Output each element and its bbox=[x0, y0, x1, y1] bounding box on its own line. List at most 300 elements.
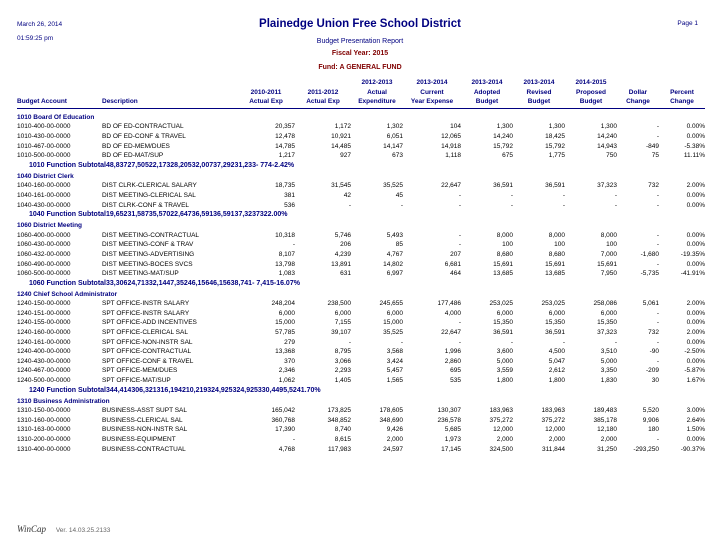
subtotal-amount: 330,449 bbox=[257, 386, 284, 394]
amount-cell: 24,597 bbox=[383, 445, 403, 453]
amount-cell: 253,025 bbox=[489, 300, 513, 308]
table-row bbox=[17, 435, 705, 445]
subtotal-amount: 37,292 bbox=[213, 161, 235, 169]
amount-cell: 3,350 bbox=[600, 367, 617, 375]
amount-cell: 17,390 bbox=[275, 426, 295, 434]
amount-cell: 8,615 bbox=[334, 436, 351, 443]
subtotal-amount: 46,156 bbox=[187, 279, 210, 287]
amount-cell: 0.00% bbox=[686, 260, 705, 268]
amount-cell: 0.00% bbox=[686, 319, 705, 327]
column-header-row bbox=[17, 97, 705, 108]
subtotal-row bbox=[17, 386, 720, 396]
table-row bbox=[17, 191, 705, 201]
account-cell: 1310-400-00-0000 bbox=[17, 445, 71, 453]
description-cell: DIST CLRK-CLERICAL SALARY bbox=[102, 182, 197, 190]
amount-cell: 13,685 bbox=[545, 270, 565, 278]
description-cell: DIST CLRK-CONF & TRAVEL bbox=[102, 201, 190, 209]
amount-cell: - bbox=[458, 191, 461, 199]
amount-cell: - bbox=[562, 191, 565, 199]
amount-cell: 0.00% bbox=[686, 338, 705, 346]
amount-cell: 6,000 bbox=[496, 309, 513, 317]
subtotal-amount: 344,414 bbox=[106, 386, 132, 394]
amount-cell: 1,172 bbox=[334, 123, 351, 131]
amount-cell: 15,350 bbox=[545, 319, 565, 327]
amount-cell: 2,612 bbox=[548, 367, 565, 375]
amount-cell: - bbox=[510, 191, 513, 199]
amount-cell: - bbox=[614, 201, 617, 209]
subtotal-amount: 32,007 bbox=[191, 161, 214, 169]
amount-cell: 15,691 bbox=[493, 260, 513, 268]
description-cell: BUSINESS-CLERICAL SAL bbox=[102, 416, 183, 424]
subtotal-amount: 31,233 bbox=[234, 161, 256, 169]
amount-cell: 1,118 bbox=[445, 152, 461, 160]
amount-cell: - bbox=[656, 338, 659, 346]
description-cell: DIST MEETING-MAT/SUP bbox=[102, 270, 179, 278]
amount-cell: 39,107 bbox=[331, 329, 351, 337]
subtotal-amount: 324,925 bbox=[232, 386, 258, 394]
amount-cell: 6,051 bbox=[386, 132, 403, 140]
amount-cell: 4,239 bbox=[334, 250, 351, 258]
amount-cell: 1,565 bbox=[386, 377, 403, 385]
amount-cell: - bbox=[348, 201, 351, 209]
amount-cell: 31,250 bbox=[597, 445, 617, 453]
amount-cell: 732 bbox=[648, 182, 659, 190]
amount-cell: 14,485 bbox=[331, 142, 351, 150]
amount-cell: 1,217 bbox=[278, 152, 295, 160]
amount-cell: 2,860 bbox=[444, 357, 461, 365]
amount-cell: 3,424 bbox=[386, 357, 403, 365]
amount-cell: 381 bbox=[284, 191, 295, 199]
amount-cell: 536 bbox=[284, 201, 295, 209]
column-header bbox=[102, 88, 237, 98]
amount-cell: 9,906 bbox=[642, 416, 659, 424]
amount-cell: 464 bbox=[450, 270, 461, 278]
amount-cell: 15,000 bbox=[383, 319, 403, 327]
column-header bbox=[17, 88, 102, 98]
amount-cell: 75 bbox=[651, 152, 659, 160]
column-header bbox=[617, 78, 659, 88]
account-cell: 1040-430-00-0000 bbox=[17, 201, 71, 209]
amount-cell: - bbox=[348, 338, 351, 346]
amount-cell: 31,545 bbox=[331, 182, 351, 190]
column-header bbox=[17, 78, 102, 88]
account-cell: 1240-400-00-0000 bbox=[17, 348, 71, 356]
amount-cell: 2,000 bbox=[386, 436, 403, 443]
subtotal-amount: 22,173 bbox=[148, 161, 171, 169]
amount-cell: 104 bbox=[450, 123, 461, 131]
amount-cell: 245,655 bbox=[379, 300, 403, 308]
section-title: 1060 District Meeting bbox=[17, 222, 83, 230]
amount-cell: 177,486 bbox=[437, 300, 461, 308]
description-cell: BUSINESS-NON-INSTR SAL bbox=[102, 426, 188, 434]
amount-cell: 673 bbox=[392, 152, 403, 160]
amount-cell: 1,830 bbox=[600, 377, 617, 385]
account-cell: 1240-161-00-0000 bbox=[17, 338, 71, 346]
amount-cell: 2.00% bbox=[686, 329, 705, 337]
column-header: Revised bbox=[526, 88, 552, 96]
amount-cell: - bbox=[656, 231, 659, 239]
amount-cell: 35,525 bbox=[383, 329, 403, 337]
amount-cell: 11.11% bbox=[683, 152, 705, 160]
amount-cell: 165,042 bbox=[271, 407, 295, 415]
amount-cell: -41.91% bbox=[680, 270, 705, 278]
subtotal-amount: 7,352 bbox=[170, 279, 188, 287]
column-header-row bbox=[17, 88, 705, 98]
amount-cell: 13,798 bbox=[275, 260, 295, 268]
amount-cell: 12,180 bbox=[597, 426, 617, 434]
amount-cell: 15,350 bbox=[493, 319, 513, 327]
amount-cell: 1,973 bbox=[444, 436, 461, 443]
column-header: Budget Account bbox=[17, 97, 102, 108]
subtotal-label: 1060 Function Subtotal bbox=[29, 279, 107, 287]
amount-cell: 9,426 bbox=[386, 426, 403, 434]
amount-cell: 100 bbox=[502, 241, 513, 249]
column-header bbox=[237, 78, 295, 88]
column-header: Expenditure bbox=[351, 97, 403, 108]
account-cell: 1240-155-00-0000 bbox=[17, 319, 71, 327]
amount-cell: 0.00% bbox=[686, 309, 705, 317]
column-header: Budget bbox=[461, 97, 513, 108]
amount-cell: 6,997 bbox=[386, 270, 403, 278]
amount-cell: 0.00% bbox=[686, 231, 705, 239]
subtotal-amount: 31,587 bbox=[127, 211, 149, 219]
amount-cell: - bbox=[656, 260, 659, 268]
amount-cell: -5,735 bbox=[640, 270, 659, 278]
description-cell: SPT OFFICE-ADD INCENTIVES bbox=[102, 319, 197, 327]
amount-cell: 3,066 bbox=[334, 357, 351, 365]
report-date: March 26, 2014 bbox=[17, 21, 63, 28]
amount-cell: 0.00% bbox=[686, 201, 705, 209]
amount-cell: 14,240 bbox=[597, 132, 617, 140]
table-row bbox=[17, 142, 705, 152]
amount-cell: - bbox=[656, 201, 659, 209]
amount-cell: 12,000 bbox=[545, 426, 565, 434]
amount-cell: - bbox=[510, 338, 513, 346]
description-cell: BD OF ED-CONTRACTUAL bbox=[102, 123, 184, 131]
amount-cell: 10,921 bbox=[331, 132, 351, 140]
amount-cell: 5,047 bbox=[548, 357, 565, 365]
amount-cell: 1,300 bbox=[548, 123, 565, 131]
table-row bbox=[17, 347, 705, 357]
amount-cell: 360,768 bbox=[271, 416, 295, 424]
amount-cell: 631 bbox=[340, 270, 351, 278]
amount-cell: 100 bbox=[606, 241, 617, 249]
amount-cell: 183,963 bbox=[541, 407, 565, 415]
amount-cell: 8,000 bbox=[548, 231, 565, 239]
amount-cell: -849 bbox=[645, 142, 659, 150]
amount-cell: -293,250 bbox=[633, 445, 659, 453]
report-time: 01:59:25 pm bbox=[17, 35, 54, 42]
wincap-logo: WinCap bbox=[17, 524, 47, 534]
amount-cell: 36,591 bbox=[493, 182, 513, 190]
amount-cell: 8,680 bbox=[496, 250, 513, 258]
subtotal-amount: 38,741 bbox=[230, 279, 253, 287]
spacer-cell bbox=[17, 454, 705, 461]
amount-cell: 18,425 bbox=[545, 132, 565, 140]
amount-cell: 675 bbox=[502, 152, 513, 160]
amount-cell: 22,647 bbox=[441, 329, 461, 337]
account-cell: 1240-467-00-0000 bbox=[17, 367, 71, 375]
table-row bbox=[17, 231, 705, 241]
table-row bbox=[17, 445, 705, 455]
amount-cell: 15,792 bbox=[545, 142, 565, 150]
amount-cell: 1,062 bbox=[278, 377, 295, 385]
amount-cell: 348,690 bbox=[379, 416, 403, 424]
subtotal-amount: 28,205 bbox=[170, 161, 192, 169]
account-cell: 1060-490-00-0000 bbox=[17, 260, 71, 268]
amount-cell: - bbox=[562, 338, 565, 346]
amount-cell: 30 bbox=[651, 377, 659, 385]
amount-cell: 37,323 bbox=[597, 329, 617, 337]
amount-cell: 4,000 bbox=[444, 309, 461, 317]
amount-cell: 2,000 bbox=[548, 436, 565, 443]
table-row bbox=[17, 122, 705, 132]
amount-cell: -5.87% bbox=[684, 367, 705, 375]
amount-cell: 2,346 bbox=[278, 367, 295, 375]
amount-cell: 36,591 bbox=[545, 182, 565, 190]
amount-cell: 14,240 bbox=[493, 132, 513, 140]
subtotal-amount: 48,837 bbox=[106, 161, 128, 169]
column-header bbox=[295, 78, 351, 88]
column-header: Change bbox=[659, 97, 705, 108]
amount-cell: 173,825 bbox=[327, 407, 351, 415]
subtotal-amount: 37,323 bbox=[234, 211, 256, 219]
amount-cell: 14,802 bbox=[383, 260, 403, 268]
subtotal-amount: 210,219 bbox=[181, 386, 208, 394]
amount-cell: 258,086 bbox=[593, 300, 617, 308]
fiscal-year: Fiscal Year: 2015 bbox=[331, 50, 389, 57]
column-header: Actual bbox=[367, 88, 387, 96]
amount-cell: 14,943 bbox=[597, 142, 617, 150]
amount-cell: 5,746 bbox=[334, 231, 351, 239]
amount-cell: 348,852 bbox=[327, 416, 351, 424]
description-cell: DIST MEETING-BOCES SVCS bbox=[102, 260, 193, 268]
amount-cell: - bbox=[656, 241, 659, 249]
report-name: Budget Presentation Report bbox=[316, 38, 404, 45]
amount-cell: 189,483 bbox=[593, 407, 617, 415]
amount-cell: 1,800 bbox=[548, 377, 565, 385]
subtotal-amount: 316,194 bbox=[156, 386, 182, 394]
amount-cell: 15,691 bbox=[597, 260, 617, 268]
column-header: 2012-2013 bbox=[361, 79, 393, 86]
subtotal-amount: 32,144 bbox=[148, 279, 171, 287]
fund-label: Fund: A GENERAL FUND bbox=[318, 64, 402, 71]
amount-cell: 375,272 bbox=[489, 416, 513, 424]
table-row bbox=[17, 151, 705, 161]
column-header: 2011-2012 bbox=[307, 88, 339, 96]
amount-cell: 1.67% bbox=[686, 377, 705, 385]
amount-cell: - bbox=[656, 357, 659, 365]
amount-cell: 6,000 bbox=[334, 309, 351, 317]
description-cell: BUSINESS-ASST SUPT SAL bbox=[102, 407, 188, 415]
amount-cell: 35,525 bbox=[383, 182, 403, 190]
amount-cell: 5,685 bbox=[444, 426, 461, 434]
amount-cell: - bbox=[656, 319, 659, 327]
account-cell: 1310-150-00-0000 bbox=[17, 407, 71, 415]
subtotal-amount: 1.70% bbox=[300, 386, 321, 394]
amount-cell: 2,000 bbox=[496, 436, 513, 443]
subtotal-row bbox=[17, 161, 720, 171]
subtotal-amount: 35,570 bbox=[148, 211, 171, 219]
amount-cell: - bbox=[656, 436, 659, 443]
table-row bbox=[17, 250, 705, 260]
amount-cell: 36,591 bbox=[545, 329, 565, 337]
footer bbox=[17, 524, 110, 534]
subtotal-row bbox=[17, 279, 720, 289]
amount-cell: 14,147 bbox=[383, 142, 403, 150]
amount-cell: 14,785 bbox=[275, 142, 295, 150]
table-row bbox=[17, 201, 705, 211]
description-cell: BUSINESS-CONTRACTUAL bbox=[102, 445, 186, 453]
amount-cell: 3,510 bbox=[600, 348, 617, 356]
account-cell: 1240-151-00-0000 bbox=[17, 309, 71, 317]
amount-cell: 2.00% bbox=[686, 182, 705, 190]
amount-cell: 8,680 bbox=[548, 250, 565, 258]
amount-cell: 6,681 bbox=[444, 260, 461, 268]
column-header: 2010-2011 bbox=[250, 88, 282, 96]
amount-cell: 117,983 bbox=[327, 445, 351, 453]
account-cell: 1240-500-00-0000 bbox=[17, 377, 71, 385]
table-row bbox=[17, 260, 705, 270]
account-cell: 1010-430-00-0000 bbox=[17, 132, 71, 140]
amount-cell: 6,000 bbox=[386, 309, 403, 317]
account-cell: 1040-161-00-0000 bbox=[17, 191, 71, 199]
table-row bbox=[17, 425, 705, 435]
amount-cell: 180 bbox=[648, 426, 659, 434]
subtotal-amount: -2.42% bbox=[271, 161, 295, 169]
amount-cell: 5,061 bbox=[642, 300, 659, 308]
amount-cell: 750 bbox=[606, 152, 617, 160]
amount-cell: 178,605 bbox=[379, 407, 403, 415]
amount-cell: 10,318 bbox=[275, 231, 295, 239]
amount-cell: 8,107 bbox=[278, 250, 295, 258]
account-cell: 1060-432-00-0000 bbox=[17, 250, 71, 258]
subtotal-amount: 22,647 bbox=[170, 211, 192, 219]
amount-cell: 45 bbox=[395, 191, 403, 199]
amount-cell: 100 bbox=[554, 241, 565, 249]
amount-cell: 4,500 bbox=[548, 348, 565, 356]
amount-cell: 14,918 bbox=[441, 142, 461, 150]
table-row bbox=[17, 318, 705, 328]
amount-cell: 57,785 bbox=[275, 329, 295, 337]
amount-cell: 15,000 bbox=[275, 319, 295, 327]
amount-cell: 732 bbox=[648, 329, 659, 337]
amount-cell: 15,792 bbox=[493, 142, 513, 150]
amount-cell: 6,000 bbox=[548, 309, 565, 317]
table-row bbox=[17, 299, 705, 309]
amount-cell: 2,000 bbox=[600, 436, 617, 443]
account-cell: 1060-400-00-0000 bbox=[17, 231, 71, 239]
description-cell: SPT OFFICE-MAT/SUP bbox=[102, 377, 171, 385]
amount-cell: 12,065 bbox=[441, 132, 461, 140]
table-row bbox=[17, 416, 705, 426]
subtotal-amount: - 774 bbox=[255, 161, 272, 169]
amount-cell: 3,568 bbox=[386, 348, 403, 356]
amount-cell: 238,500 bbox=[327, 300, 351, 308]
subtotal-amount: 36,591 bbox=[213, 211, 235, 219]
subtotal-label: 1040 Function Subtotal bbox=[29, 211, 107, 219]
subtotal-amount: 24,713 bbox=[127, 279, 149, 287]
account-cell: 1010-500-00-0000 bbox=[17, 152, 71, 160]
section-spacer bbox=[17, 454, 705, 461]
account-cell: 1040-160-00-0000 bbox=[17, 182, 71, 190]
amount-cell: 130,307 bbox=[437, 407, 461, 415]
subtotal-amount: 2.00% bbox=[267, 211, 288, 219]
amount-cell: 6,000 bbox=[278, 309, 295, 317]
account-cell: 1310-200-00-0000 bbox=[17, 436, 71, 443]
amount-cell: -209 bbox=[645, 367, 659, 375]
account-cell: 1010-467-00-0000 bbox=[17, 142, 71, 150]
amount-cell: 236,578 bbox=[437, 416, 461, 424]
district-title: Plainedge Union Free School District bbox=[259, 18, 461, 30]
amount-cell: - bbox=[656, 309, 659, 317]
amount-cell: 3,600 bbox=[496, 348, 513, 356]
subtotal-amount: 306,321 bbox=[131, 386, 157, 394]
amount-cell: 1,775 bbox=[548, 152, 565, 160]
amount-cell: 385,178 bbox=[593, 416, 617, 424]
subtotal-amount: 36,591 bbox=[191, 211, 214, 219]
column-header: 2014-2015 bbox=[575, 79, 607, 86]
amount-cell: 1,300 bbox=[600, 123, 617, 131]
column-header: Year Expense bbox=[403, 97, 461, 108]
description-cell: SPT OFFICE-MEM/DUES bbox=[102, 367, 178, 375]
amount-cell: 207 bbox=[450, 250, 461, 258]
amount-cell: 535 bbox=[450, 377, 461, 385]
column-header: Description bbox=[102, 97, 237, 108]
amount-cell: 324,500 bbox=[489, 445, 513, 453]
column-header: Actual Exp bbox=[295, 97, 351, 108]
amount-cell: 375,272 bbox=[541, 416, 565, 424]
subtotal-row bbox=[17, 210, 720, 220]
amount-cell: 279 bbox=[284, 338, 295, 346]
column-header: Budget bbox=[513, 97, 565, 108]
column-header: Change bbox=[617, 97, 659, 108]
amount-cell: 2.64% bbox=[686, 416, 705, 424]
amount-cell: 8,795 bbox=[334, 348, 351, 356]
amount-cell: - bbox=[656, 191, 659, 199]
amount-cell: 1,405 bbox=[334, 377, 351, 385]
amount-cell: 36,591 bbox=[493, 329, 513, 337]
section-title: 1240 Chief School Administrator bbox=[17, 290, 118, 298]
description-cell: BD OF ED-MAT/SUP bbox=[102, 152, 164, 160]
amount-cell: 0.00% bbox=[686, 241, 705, 249]
column-header bbox=[659, 78, 705, 88]
description-cell: BD OF ED-MEM/DUES bbox=[102, 142, 170, 150]
description-cell: SPT OFFICE-INSTR SALARY bbox=[102, 300, 190, 308]
account-cell: 1060-430-00-0000 bbox=[17, 241, 71, 249]
description-cell: BD OF ED-CONF & TRAVEL bbox=[102, 132, 186, 140]
amount-cell: 13,891 bbox=[331, 260, 351, 268]
subtotal-amount: 324,925 bbox=[207, 386, 233, 394]
amount-cell: 7,155 bbox=[334, 319, 351, 327]
account-cell: 1240-150-00-0000 bbox=[17, 300, 71, 308]
amount-cell: -90 bbox=[649, 348, 659, 356]
column-header: 2013-2014 bbox=[523, 79, 555, 86]
section-title: 1040 District Clerk bbox=[17, 172, 74, 180]
account-cell: 1310-163-00-0000 bbox=[17, 426, 71, 434]
description-cell: SPT OFFICE-CONF & TRAVEL bbox=[102, 357, 194, 365]
amount-cell: - bbox=[458, 241, 461, 249]
subtotal-amount: 33,306 bbox=[106, 279, 128, 287]
table-row bbox=[17, 366, 705, 376]
description-cell: BUSINESS-EQUIPMENT bbox=[102, 436, 176, 443]
table-row bbox=[17, 338, 705, 348]
amount-cell: - bbox=[400, 338, 403, 346]
amount-cell: -1,680 bbox=[640, 250, 659, 258]
amount-cell: - bbox=[292, 436, 295, 443]
amount-cell: 15,350 bbox=[597, 319, 617, 327]
table-row bbox=[17, 406, 705, 416]
